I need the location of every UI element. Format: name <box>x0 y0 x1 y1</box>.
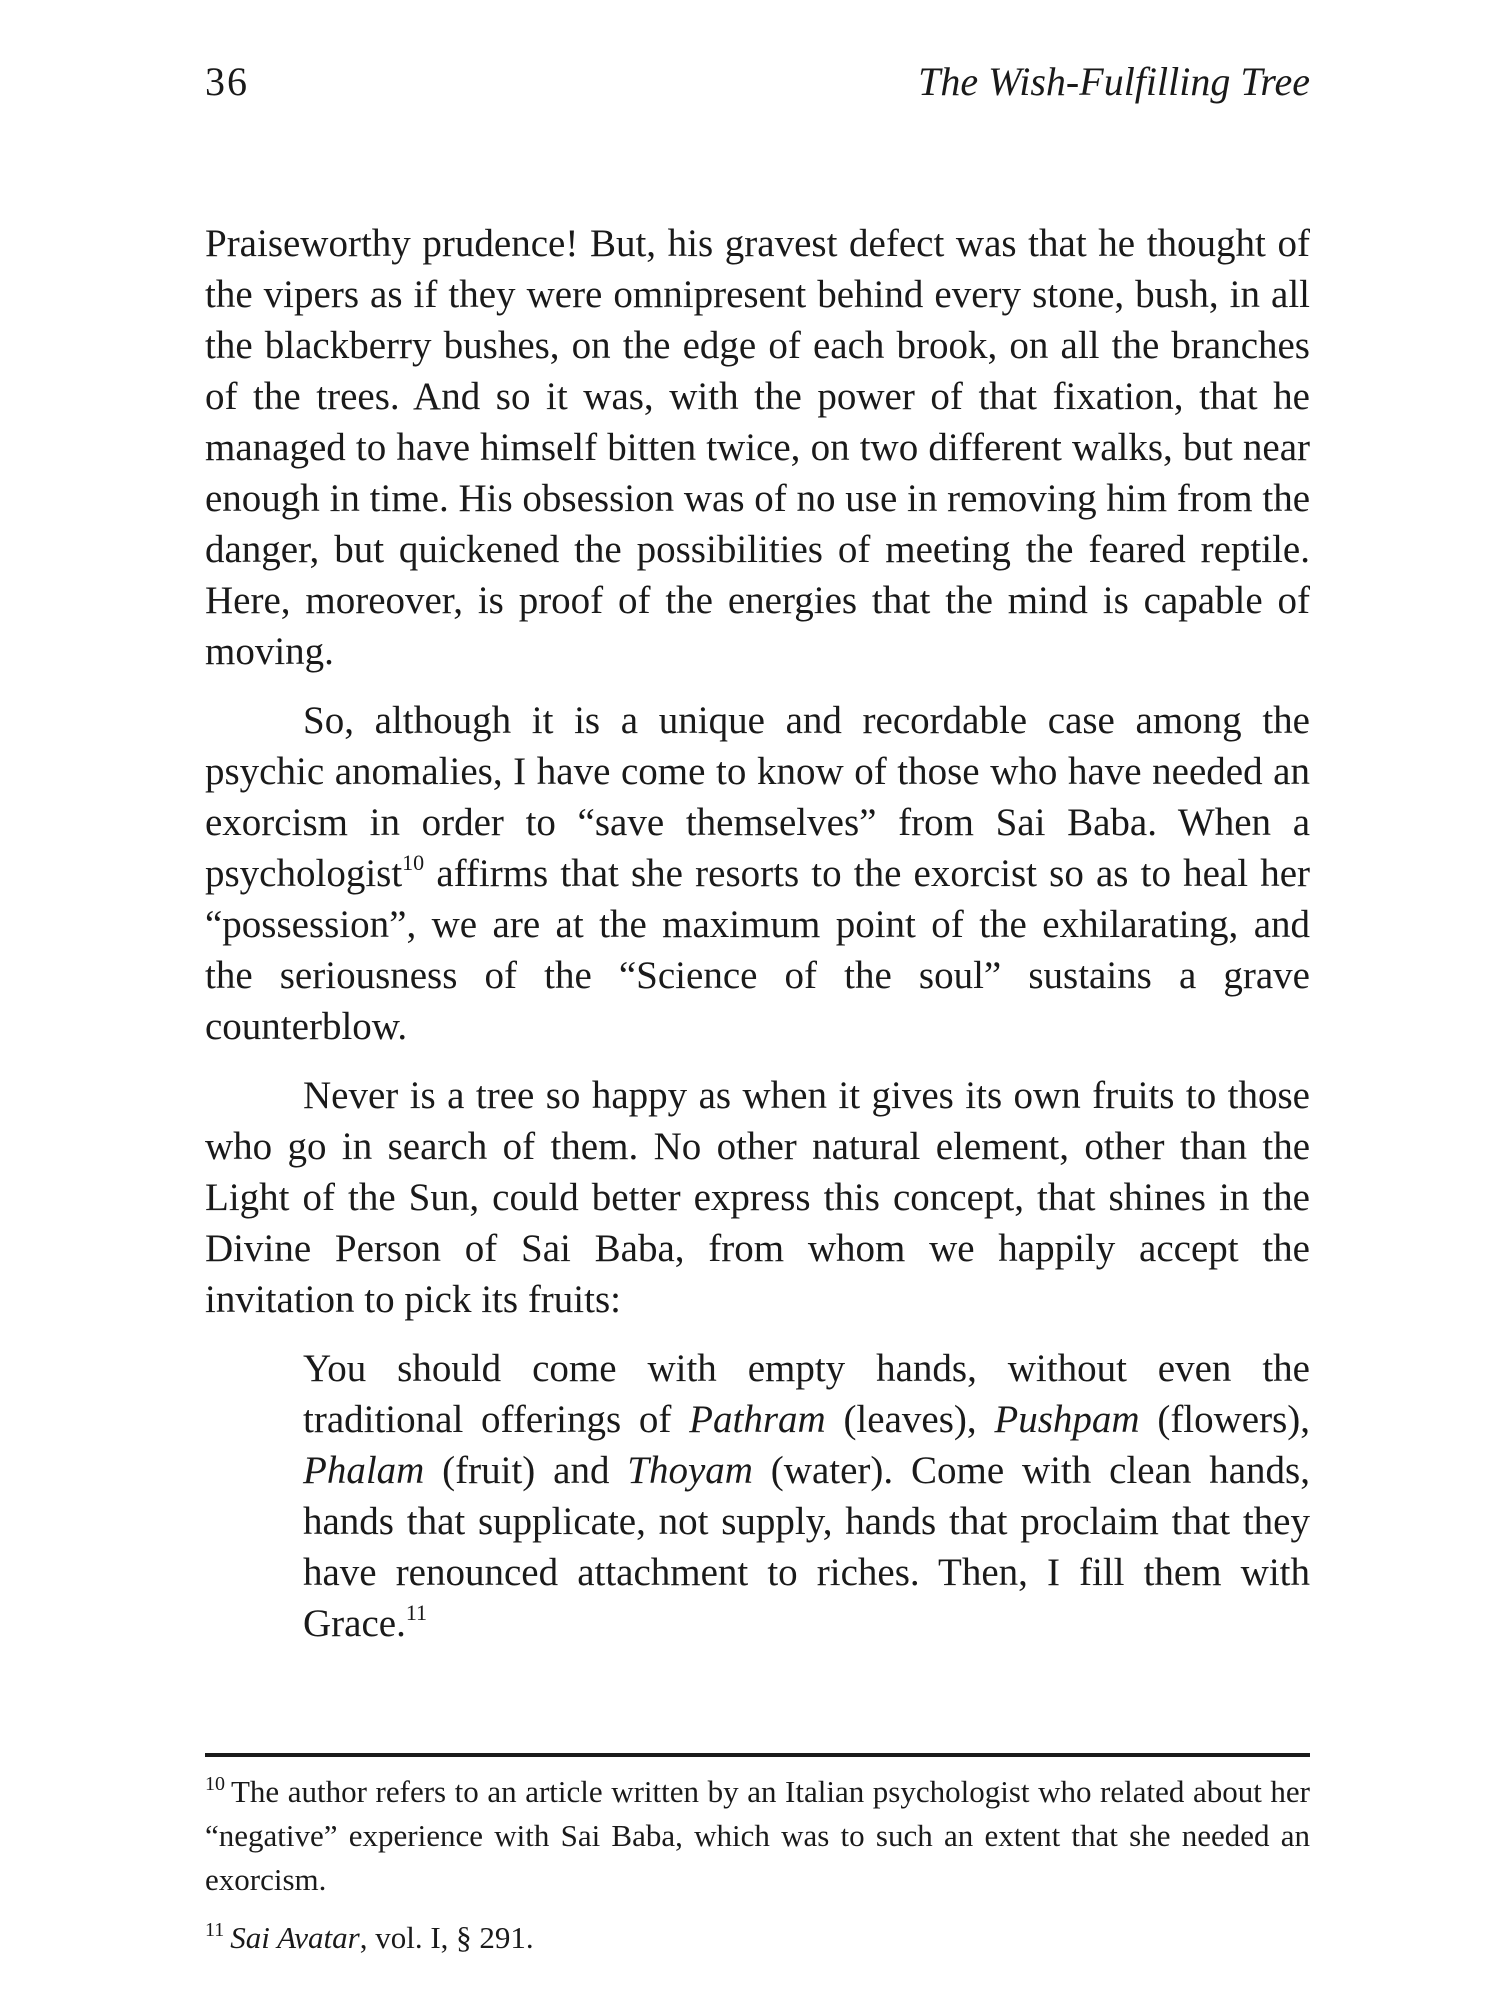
footnote-ref-10: 10 <box>402 850 425 875</box>
footnote-11-title: Sai Avatar <box>230 1920 360 1955</box>
footnote-11-rest: , vol. I, § 291. <box>359 1920 534 1955</box>
paragraph-exorcism-part2: affirms that she resorts to the exorcist so as to heal her “possession”, we are at the maximum point of the exhilarating, and the seriousness of the “Science of the soul” sustains a grave counterblow. <box>205 852 1310 1048</box>
footnote-ref-11: 11 <box>405 1600 428 1625</box>
quote-term-pathram: Pathram <box>689 1398 826 1441</box>
quote-text-5: (water). Come with clean hands, hands that supplicate, not supply, hands that proclaim that they have renounced attachment to riches. Then, I fill them with Grace. <box>303 1449 1310 1645</box>
quote-term-thoyam: Thoyam <box>627 1449 753 1492</box>
paragraph-exorcism-part1: So, although it is a unique and recordable case among the psychic anomalies, I have come to know of those who have needed an exorcism in order to “save themselves” from Sai Baba. When a psychologist <box>205 699 1310 895</box>
body-text <box>205 218 1310 1649</box>
running-head <box>205 58 1310 118</box>
running-title: The Wish-Fulfilling Tree <box>918 59 1310 104</box>
paragraph-tree: Never is a tree so happy as when it gives its own fruits to those who go in search of them. No other natural element, other than the Light of the Sun, could better express this concept, that shines in the Divine Person of Sai Baba, from whom we happily accept the invitation to pick its fruits: <box>205 1074 1310 1321</box>
footnote-divider <box>205 1753 1310 1757</box>
page-number: 36 <box>205 59 249 104</box>
quote-text-1: You should come with empty hands, without even the traditional offerings of <box>303 1347 1310 1441</box>
footnote-11-mark: 11 <box>205 1919 225 1941</box>
footnote-10 <box>205 1770 1310 1902</box>
footnote-10-text: The author refers to an article written by an Italian psychologist who related about her “negative” experience with Sai Baba, which was to such an extent that she needed an exorcism. <box>205 1774 1310 1897</box>
footnote-10-mark: 10 <box>205 1773 225 1795</box>
footnotes <box>205 1770 1310 1960</box>
book-page <box>205 58 1310 1958</box>
block-quote <box>303 1343 1310 1649</box>
paragraph-vipers: Praiseworthy prudence! But, his gravest defect was that he thought of the vipers as if they were omnipresent behind every stone, bush, in all the blackberry bushes, on the edge of each brook, on all the branches of the trees. And so it was, with the power of that fixation, that he managed to have himself bitten twice, on two different walks, but near enough in time. His obsession was of no use in removing him from the danger, but quickened the possibilities of meeting the feared reptile. Here, moreover, is proof of the energies that the mind is capable of moving. <box>205 222 1310 673</box>
quote-text-3: (flowers), <box>1139 1398 1311 1441</box>
quote-term-phalam: Phalam <box>303 1449 425 1492</box>
quote-text-2: (leaves), <box>825 1398 995 1441</box>
footnote-11 <box>205 1916 1310 1960</box>
quote-term-pushpam: Pushpam <box>994 1398 1140 1441</box>
paragraph-exorcism <box>205 695 1310 1052</box>
quote-text-4: (fruit) and <box>424 1449 628 1492</box>
